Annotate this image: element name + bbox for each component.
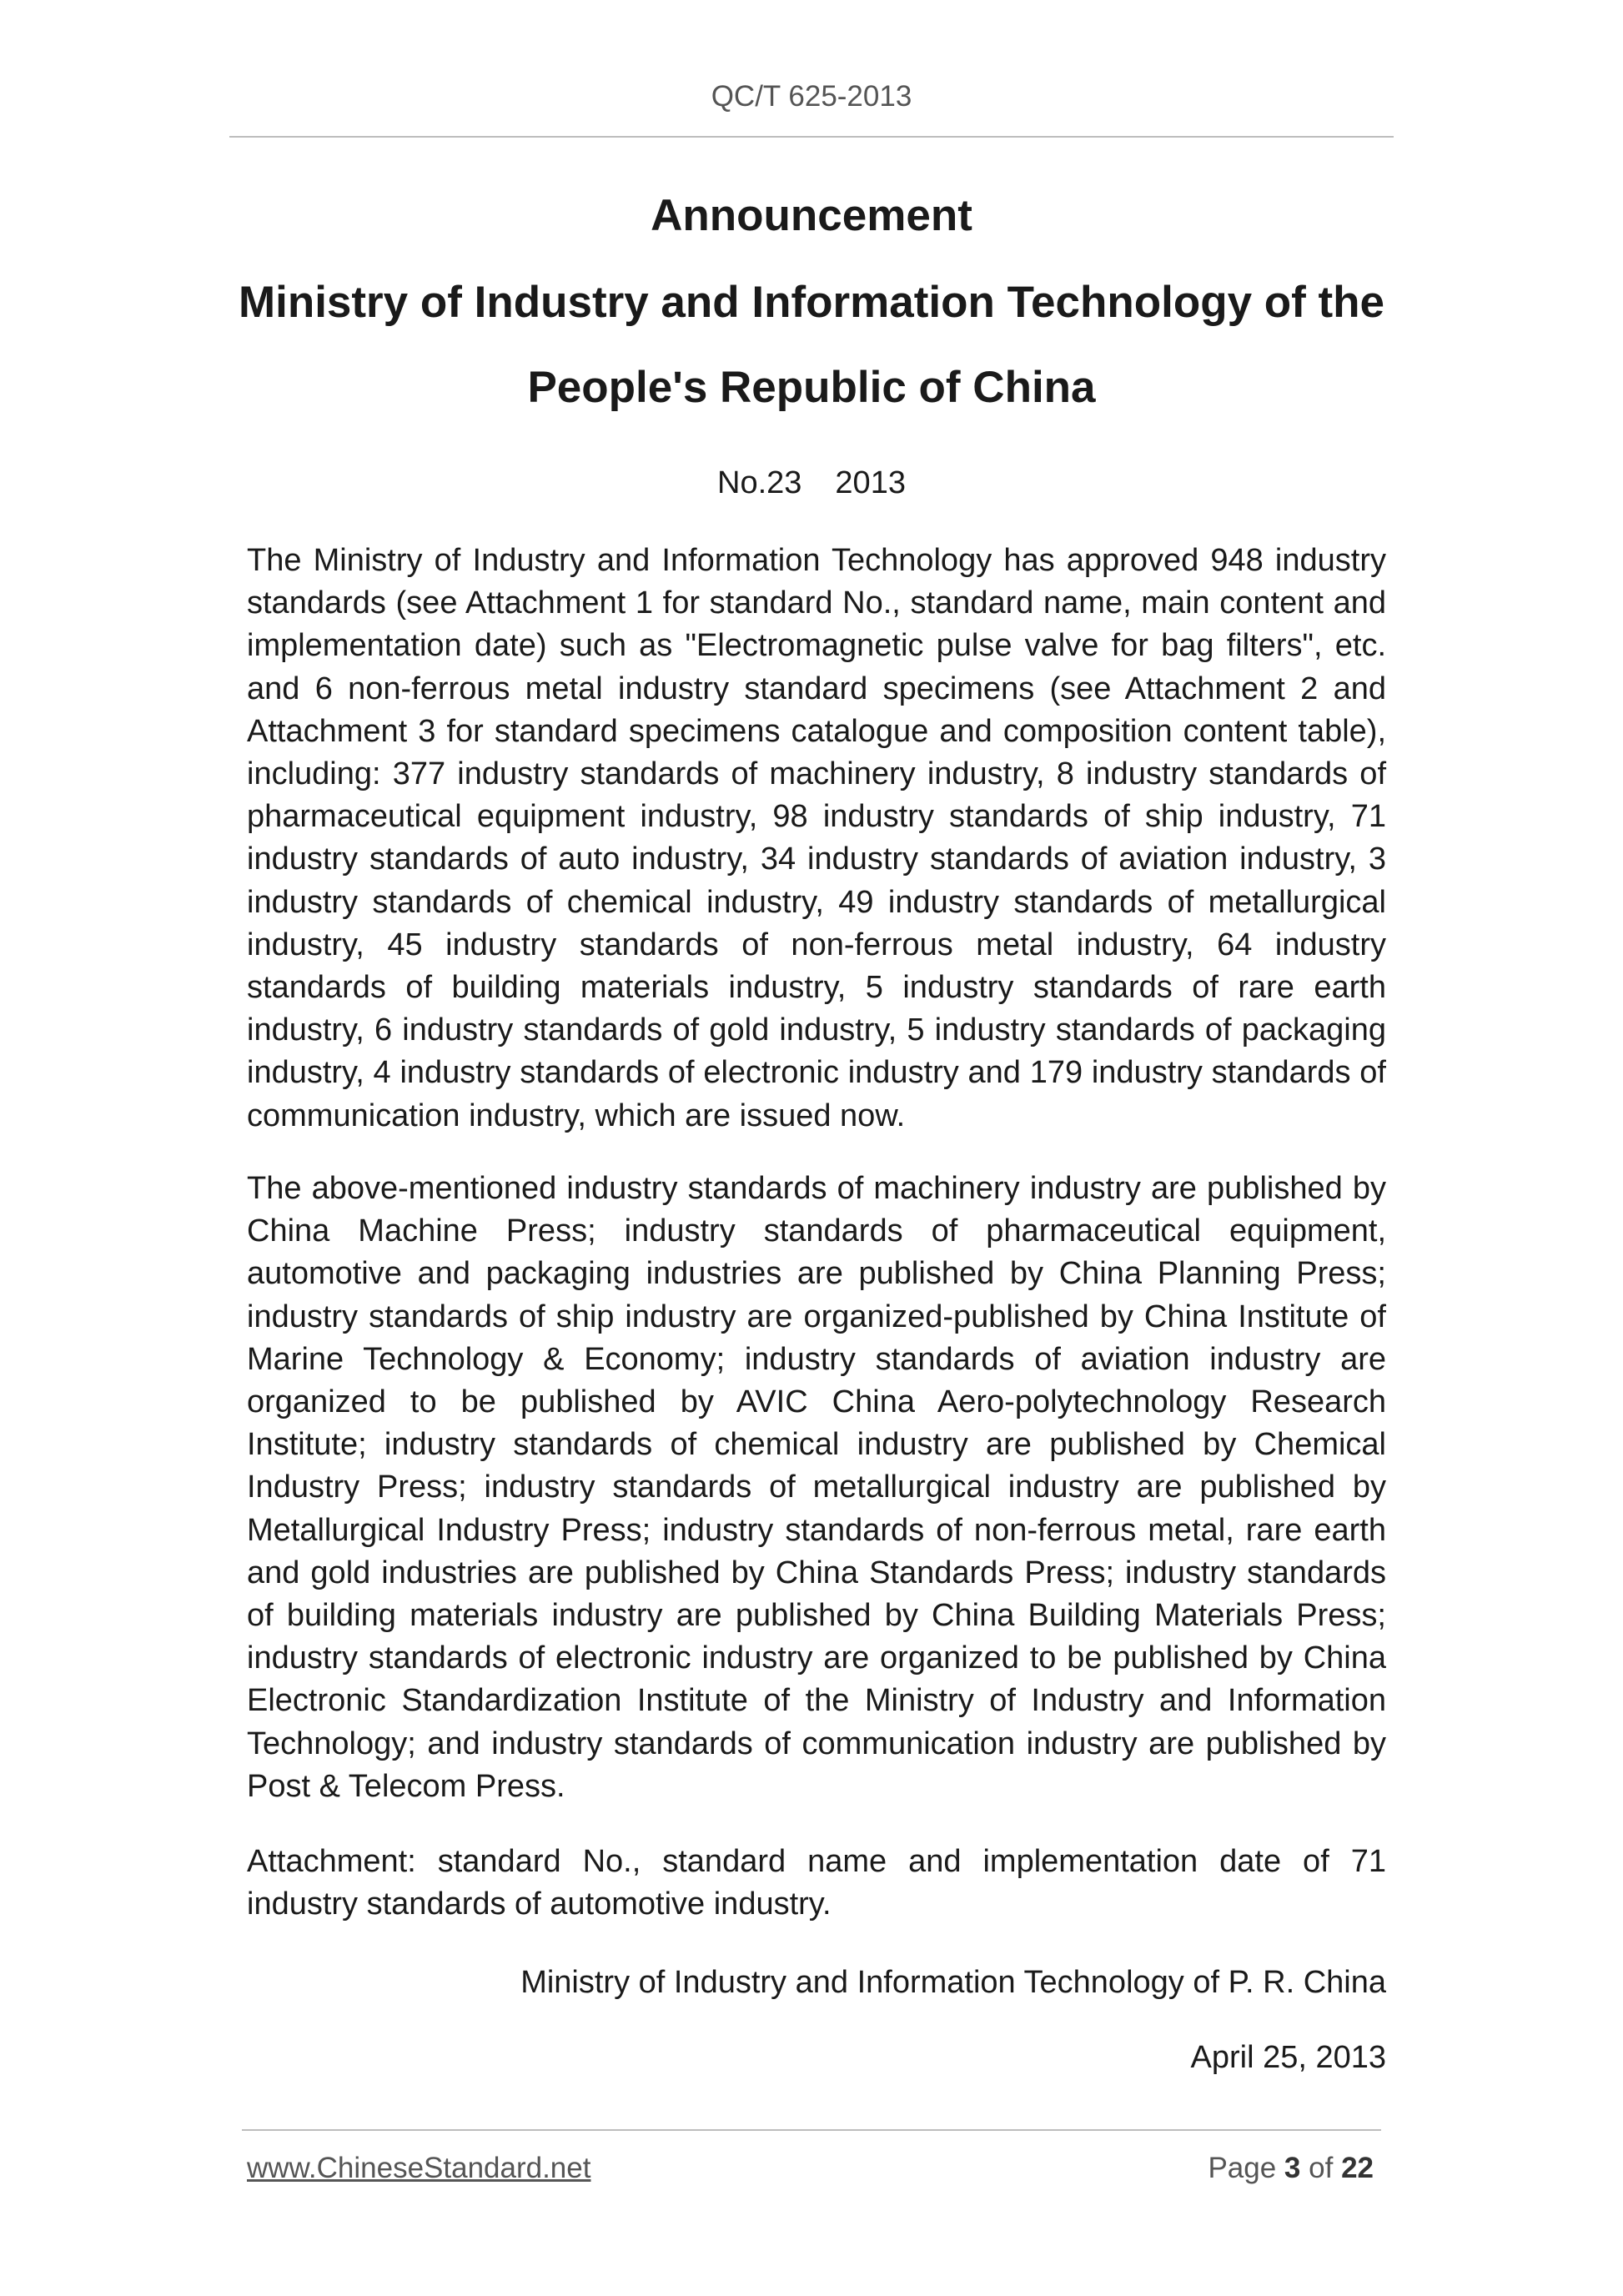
page-of: of xyxy=(1309,2152,1334,2184)
announcement-title: Announcement xyxy=(651,191,972,240)
ministry-title-line1: Ministry of Industry and Information Technology of the xyxy=(238,278,1385,327)
page-prefix: Page xyxy=(1208,2152,1277,2184)
website-link[interactable]: www.ChineseStandard.net xyxy=(247,2152,591,2184)
page-number xyxy=(1208,2152,1374,2185)
paragraph-approval: The Ministry of Industry and Information Technology has approved 948 industry standards (see Attachment 1 for standard No., standard name, main content and implementation date) such as "Electromagnetic pulse valve for bag filters", etc. and 6 non-ferrous metal industry standard specimens (see Attachment 2 and Attachment 3 for standard specimens catalogue and composition content table), including: 377 industry standards of machinery industry, 8 industry standards of pharmaceutical equipment industry, 98 industry standards of ship industry, 71 industry standards of auto industry, 34 industry standards of aviation industry, 3 industry standards of chemical industry, 49 industry standards of metallurgical industry, 45 industry standards of non-ferrous metal industry, 64 industry standards of building materials industry, 5 industry standards of rare earth industry, 6 industry standards of gold industry, 5 industry standards of packaging industry, 4 industry standards of electronic industry and 179 industry standards of communication industry, which are issued now. xyxy=(247,543,1386,1133)
issue-date: April 25, 2013 xyxy=(1190,2040,1386,2075)
paragraph-publishers: The above-mentioned industry standards of machinery industry are published by China Machine Press; industry standards of pharmaceutical equipment, automotive and packaging industries are published by China Planning Press; industry standards of ship industry are organized-published by China Institute of Marine Technology & Economy; industry standards of aviation industry are organized to be published by AVIC China Aero-polytechnology Research Institute; industry standards of chemical industry are published by Chemical Industry Press; industry standards of metallurgical industry are published by Metallurgical Industry Press; industry standards of non-ferrous metal, rare earth and gold industries are published by China Standards Press; industry standards of building materials industry are published by China Building Materials Press; industry standards of electronic industry are organized to be published by China Electronic Standardization Institute of the Ministry of Industry and Information Technology; and industry standards of communication industry are published by Post & Telecom Press. xyxy=(247,1171,1386,1804)
page-current: 3 xyxy=(1284,2152,1301,2184)
issuer-signature: Ministry of Industry and Information Technology of P. R. China xyxy=(520,1965,1386,2000)
document-number-no: No.23 xyxy=(717,465,802,500)
paragraph-attachment: Attachment: standard No., standard name and implementation date of 71 industry standards of automotive industry. xyxy=(247,1844,1386,1922)
header-divider xyxy=(229,136,1394,138)
footer-divider xyxy=(242,2129,1381,2131)
document-number-year: 2013 xyxy=(835,465,906,500)
standard-code-header: QC/T 625-2013 xyxy=(711,80,912,113)
page-total: 22 xyxy=(1341,2152,1374,2184)
document-number xyxy=(0,465,1623,501)
ministry-title-line2: People's Republic of China xyxy=(527,363,1096,412)
